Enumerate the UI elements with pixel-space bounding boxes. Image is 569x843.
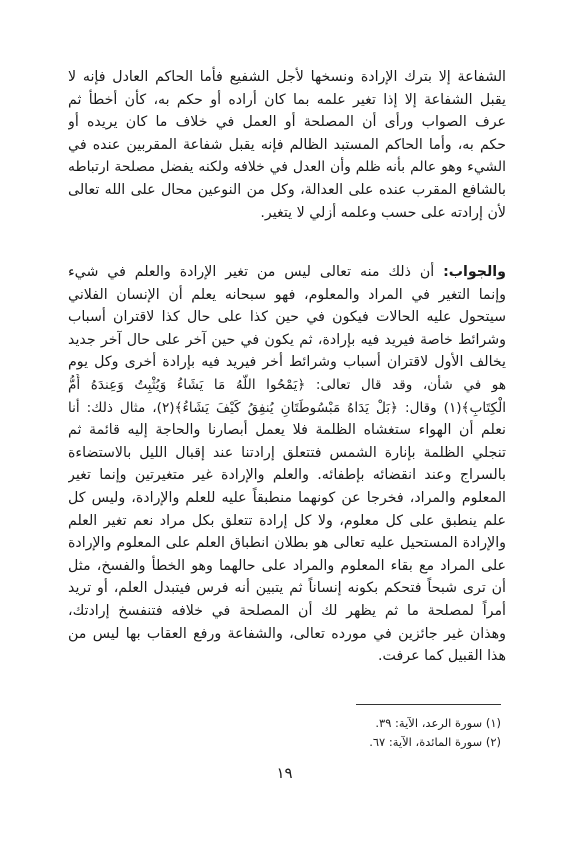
page-number: ١٩ [276,764,293,782]
paragraph-2 [68,261,506,668]
text-line: علم ينطبق على كل معلوم، ولا كل إرادة تتعلق بكل مراد نعم تغير العلم [68,512,506,529]
text-line: أمراً لمصلحة ما ثم يظهر لك أن المصلحة في خلافه فتنفسخ إرادتك، [68,602,506,619]
text-line: بالسراج وعند انقضائه بإطفائه. والعلم والإرادة غير متغيرتين وإنما تغير [68,467,506,484]
paragraph-1 [68,66,506,224]
footnote-2: (٢) سورة المائدة، الآية: ٦٧. [369,735,501,749]
text-line: والإرادة المستحيل عليه تعالى هو بطلان انطباق العلم على المعلوم والإرادة [68,535,506,552]
text-line: لأن إرادته على حسب وعلمه أزلي لا يتغير. [260,204,506,221]
footnotes [63,714,501,752]
text-line: نعلم أن الهواء ستغشاه الظلمة فلا يعمل أبصارنا والحاجة إليه قائمة ثم [68,422,506,439]
text-line: يخالف الأول لاقتران أسباب وشرائط أخر فيريد فيه بإرادة أخرى وكل يوم [68,354,506,371]
text-line: يقبل الشفاعة إلا إذا تغير علمه بما كان أراده أو حكم به، كأن أخطأ ثم [68,91,506,108]
text-line: هذا القبيل كما عرفت. [378,648,506,665]
text-line: على المراد مع بقاء المعلوم والمراد على حالهما وهو الخطأ والفسخ، مثل [68,557,506,574]
text-line: بالشافع المقرب عنده على العدالة، وكل من النوعين محال على الله تعالى [68,181,506,198]
text-line: سيتحول عليه الحالات فيكون في حين كذا على حال كذا لاقتران أسباب [68,309,506,326]
text-line-first [68,261,506,284]
text-line: أن ترى شبحاً فتحكم بكونه إنساناً ثم يتبين أنه فرس فيتبدل العلم، أو تريد [68,580,506,597]
text-line: الشفاعة إلا بترك الإرادة ونسخها لأجل الشفيع فأما الحاكم العادل فإنه لا [68,69,506,85]
text-line: تنجلي الظلمة بإنارة الشمس فتتعلق إرادتنا عند إقبال الليل بالاستضاءة [68,444,506,461]
text-line: حكم به، وأما الحاكم المستبد الظالم فإنه يقبل شفاعة المقربين عنده في [68,136,506,153]
text-line: المعلوم والمراد، فخرجا عن كونهما منطبقاً عليه للعلم والإرادة، وليس كل [68,489,506,506]
quran-line: الْكِتَابِ﴾(١) وقال: ﴿بَلْ يَدَاهُ مَبْسُوطَتَانِ يُنفِقُ كَيْفَ يَشَاءُ﴾(٢)، مثال ذلك: أنا [68,399,506,416]
footnote-separator [356,704,501,705]
text-line: وهذان غير جائزين في مورده تعالى، والشفاعة ورفع العقاب بها ليس من [68,625,506,642]
text-line: عرف الصواب ورأى أن المصلحة أو العمل في خلاف ما كان يريده أو [68,114,506,131]
footnote-1: (١) سورة الرعد، الآية: ٣٩. [375,716,501,730]
answer-lead: والجواب: [443,264,506,280]
text-line: وشرائط خاصة فيريد فيه بإرادة، ثم يكون في حين آخر على حال آخر جديد [68,331,506,348]
quran-line: هو في شأن، وقد قال تعالى: ﴿يَمْحُوا اللَّهُ مَا يَشَاءُ وَيُثْبِتُ وَعِندَهُ أُمُّ [68,376,506,393]
first-line-rest: أن ذلك منه تعالى ليس من تغير الإرادة والعلم في شيء [68,264,444,280]
text-line: وإنما التغير في المراد والمعلوم، فهو سبحانه يعلم أن الإنسان الفلاني [68,286,506,303]
text-line: الشيء وهو عالم بأنه ظلم وأن العدل في خلافه ولكنه يفضل مصلحة ارتباطه [68,159,506,176]
